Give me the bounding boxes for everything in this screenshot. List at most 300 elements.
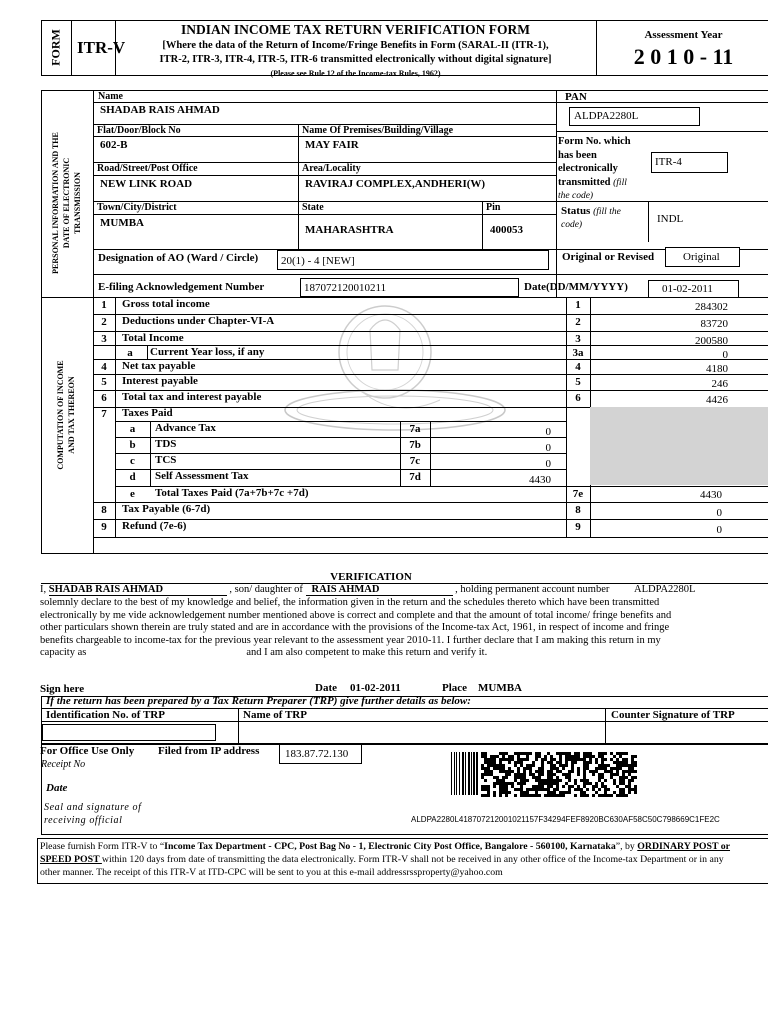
barcode-cell (604, 779, 607, 782)
barcode-cell (622, 794, 625, 797)
barcode-cell (595, 758, 598, 761)
barcode-cell (634, 755, 637, 758)
barcode-cell (580, 779, 583, 782)
barcode-cell (631, 755, 634, 758)
barcode-cell (529, 767, 532, 770)
barcode-cell (484, 779, 487, 782)
barcode-cell (568, 770, 571, 773)
barcode-cell (589, 782, 592, 785)
barcode-cell (538, 779, 541, 782)
barcode-cell (502, 788, 505, 791)
barcode-cell (571, 755, 574, 758)
barcode-cell (520, 764, 523, 767)
row-code: 3 (575, 333, 581, 345)
barcode-cell (514, 773, 517, 776)
barcode-cell (616, 773, 619, 776)
barcode-cell (574, 752, 577, 755)
barcode-cell (490, 761, 493, 764)
barcode-cell (616, 752, 619, 755)
barcode-cell (520, 758, 523, 761)
tax-no: c (130, 455, 135, 467)
barcode-cell (532, 764, 535, 767)
barcode-cell (601, 752, 604, 755)
place-label: Place (442, 682, 468, 694)
barcode-cell (568, 758, 571, 761)
seal-label: Seal and signature of receiving official (44, 802, 142, 826)
barcode-cell (508, 755, 511, 758)
barcode-cell (583, 785, 586, 788)
barcode-cell (574, 758, 577, 761)
barcode-cell (547, 761, 550, 764)
barcode-cell (499, 788, 502, 791)
barcode-cell (499, 770, 502, 773)
barcode-cell (601, 764, 604, 767)
barcode-cell (604, 794, 607, 797)
barcode-cell (535, 758, 538, 761)
barcode-cell (583, 794, 586, 797)
assessment-year: 2 0 1 0 - 11 (633, 44, 734, 69)
barcode-cell (553, 788, 556, 791)
barcode-cell (523, 767, 526, 770)
barcode-bar (468, 752, 470, 795)
barcode-cell (499, 758, 502, 761)
barcode-cell (487, 767, 490, 770)
row-value: 246 (711, 378, 728, 390)
barcode-cell (565, 755, 568, 758)
tax-code: 7c (409, 455, 421, 467)
barcode-cell (547, 785, 550, 788)
barcode-cell (586, 794, 589, 797)
barcode-cell (583, 761, 586, 764)
barcode-cell (523, 779, 526, 782)
barcode-cell (517, 776, 520, 779)
barcode-cell (505, 776, 508, 779)
barcode-cell (628, 779, 631, 782)
barcode-cell (541, 779, 544, 782)
barcode-cell (577, 773, 580, 776)
tax-code: 7d (409, 471, 421, 483)
barcode-cell (496, 782, 499, 785)
verification-title: VERIFICATION (330, 571, 412, 583)
row-line (93, 175, 556, 176)
barcode-cell (535, 755, 538, 758)
form-no-label: Form No. which has been electronically transmitted (fill the code) (558, 136, 631, 201)
orig-value: Original (683, 251, 720, 263)
row-label: Gross total income (122, 298, 210, 310)
row-value: 4426 (706, 394, 728, 406)
barcode-cell (511, 755, 514, 758)
barcode-cell (577, 788, 580, 791)
barcode-cell (628, 782, 631, 785)
barcode-cell (574, 779, 577, 782)
barcode-cell (520, 788, 523, 791)
barcode-cell (583, 767, 586, 770)
barcode-cell (484, 755, 487, 758)
row-code: 2 (575, 316, 581, 328)
ack-label: E-filing Acknowledgement Number (98, 281, 265, 293)
barcode-cell (568, 785, 571, 788)
barcode-cell (619, 782, 622, 785)
barcode-cell (622, 770, 625, 773)
barcode-cell (616, 785, 619, 788)
barcode-cell (529, 770, 532, 773)
barcode-cell (631, 779, 634, 782)
barcode-cell (628, 770, 631, 773)
barcode-cell (538, 785, 541, 788)
barcode-cell (583, 758, 586, 761)
sub-divider (147, 345, 148, 359)
barcode-cell (550, 758, 553, 761)
barcode-cell (535, 779, 538, 782)
row-label: Refund (7e-6) (122, 520, 187, 532)
barcode-cell (529, 788, 532, 791)
barcode-cell (484, 785, 487, 788)
row-no: 2 (101, 316, 107, 328)
ao-value: 20(1) - 4 [NEW] (281, 255, 355, 267)
barcode-cell (610, 758, 613, 761)
barcode-cell (502, 782, 505, 785)
barcode-cell (622, 776, 625, 779)
verification-date-label: Date (315, 682, 337, 694)
barcode-cell (598, 788, 601, 791)
barcode-cell (604, 785, 607, 788)
barcode-cell (541, 767, 544, 770)
barcode-cell (595, 770, 598, 773)
row-line (41, 721, 768, 722)
barcode-cell (487, 761, 490, 764)
barcode-cell (568, 773, 571, 776)
road-label: Road/Street/Post Office (97, 163, 198, 174)
ao-label: Designation of AO (Ward / Circle) (98, 252, 259, 264)
barcode-bar (459, 752, 460, 795)
row-label: Interest payable (122, 375, 198, 387)
barcode-cell (481, 773, 484, 776)
barcode-cell (517, 767, 520, 770)
barcode-cell (583, 776, 586, 779)
barcode-cell (520, 773, 523, 776)
barcode-cell (577, 758, 580, 761)
ack-value: 187072120010211 (304, 282, 387, 294)
no-column-divider (115, 297, 116, 537)
barcode-cell (544, 779, 547, 782)
row-value: 284302 (695, 301, 728, 313)
form-subtitle-1: [Where the data of the Return of Income/Fringe Benefits in Form (SARAL-II (ITR-1), (162, 40, 549, 51)
barcode-cell (514, 764, 517, 767)
barcode-cell (532, 794, 535, 797)
row-line (556, 131, 768, 132)
status-value: INDL (657, 213, 684, 225)
barcode-cell (592, 794, 595, 797)
barcode-cell (577, 767, 580, 770)
barcode-cell (505, 791, 508, 794)
barcode-cell (547, 794, 550, 797)
row-label: Tax Payable (6-7d) (122, 503, 211, 515)
barcode-cell (544, 788, 547, 791)
barcode-cell (490, 773, 493, 776)
barcode-cell (562, 791, 565, 794)
barcode-cell (580, 758, 583, 761)
tax-value: 0 (545, 458, 551, 470)
form-title: INDIAN INCOME TAX RETURN VERIFICATION FORM (181, 22, 530, 37)
barcode-cell (499, 764, 502, 767)
barcode-cell (631, 788, 634, 791)
barcode-cell (556, 779, 559, 782)
barcode-cell (538, 794, 541, 797)
barcode-cell (508, 782, 511, 785)
barcode-cell (538, 776, 541, 779)
barcode-cell (598, 776, 601, 779)
barcode-cell (487, 791, 490, 794)
barcode-cell (547, 752, 550, 755)
barcode-cell (541, 764, 544, 767)
barcode-cell (610, 752, 613, 755)
barcode-cell (607, 770, 610, 773)
row-value: 0 (716, 524, 722, 536)
barcode-cell (514, 779, 517, 782)
barcode-cell (625, 794, 628, 797)
barcode-cell (577, 770, 580, 773)
computation-section-label: COMPUTATION OF INCOME AND TAX THEREON (56, 360, 76, 470)
barcode-cell (616, 770, 619, 773)
barcode-cell (604, 791, 607, 794)
barcode-cell (622, 779, 625, 782)
barcode-cell (538, 755, 541, 758)
tax-value: 0 (545, 442, 551, 454)
barcode-cell (619, 767, 622, 770)
barcode-cell (502, 752, 505, 755)
tax-no: d (129, 471, 136, 483)
verification-date: 01-02-2011 (350, 682, 401, 694)
barcode-cell (493, 761, 496, 764)
barcode-cell (565, 758, 568, 761)
barcode-cell (610, 770, 613, 773)
office-use-label: For Office Use Only (40, 745, 135, 757)
barcode-cell (559, 761, 562, 764)
barcode-cell (601, 794, 604, 797)
barcode-cell (481, 788, 484, 791)
barcode-cell (502, 779, 505, 782)
pin-label: Pin (486, 202, 501, 213)
barcode-cell (484, 773, 487, 776)
tax-label: TCS (155, 454, 177, 466)
barcode-cell (541, 770, 544, 773)
barcode-cell (508, 767, 511, 770)
barcode-cell (493, 791, 496, 794)
barcode-cell (541, 785, 544, 788)
road-value: NEW LINK ROAD (100, 178, 193, 190)
barcode-cell (562, 752, 565, 755)
barcode-cell (559, 779, 562, 782)
form-label: FORM (48, 29, 63, 66)
barcode-cell (559, 791, 562, 794)
pan-value: ALDPA2280L (574, 110, 639, 122)
barcode-cell (487, 794, 490, 797)
barcode-cell (571, 758, 574, 761)
barcode-cell (589, 758, 592, 761)
barcode-cell (616, 761, 619, 764)
verification-line-1: I, SHADAB RAIS AHMAD , son/ daughter of RAIS AHMAD , holding permanent account number ALDPA2280L (40, 584, 696, 595)
trp-divider (238, 708, 239, 744)
barcode-cell (511, 770, 514, 773)
barcode-cell (538, 782, 541, 785)
status-divider (648, 201, 649, 242)
barcode-cell (613, 761, 616, 764)
barcode-cell (532, 773, 535, 776)
barcode-cell (559, 770, 562, 773)
barcode-cell (484, 794, 487, 797)
barcode-cell (523, 776, 526, 779)
barcode-cell (622, 758, 625, 761)
row-code: 3a (572, 347, 584, 359)
tax-value: 4430 (529, 474, 551, 486)
barcode-cell (514, 776, 517, 779)
trp-note: If the return has been prepared by a Tax Return Preparer (TRP) give further details as below: (46, 695, 471, 707)
barcode-cell (592, 785, 595, 788)
town-value: MUMBA (100, 217, 144, 229)
barcode-cell (505, 758, 508, 761)
barcode-cell (535, 776, 538, 779)
barcode-cell (514, 761, 517, 764)
barcode-cell (604, 758, 607, 761)
barcode-cell (622, 761, 625, 764)
barcode-cell (571, 785, 574, 788)
barcode-cell (550, 761, 553, 764)
barcode-cell (601, 761, 604, 764)
row-line (93, 537, 768, 538)
barcode-cell (496, 776, 499, 779)
barcode-cell (607, 764, 610, 767)
barcode-cell (535, 794, 538, 797)
barcode-cell (583, 779, 586, 782)
barcode-cell (538, 770, 541, 773)
barcode-cell (583, 755, 586, 758)
barcode-cell (523, 770, 526, 773)
barcode-cell (622, 752, 625, 755)
barcode-cell (496, 755, 499, 758)
barcode-cell (523, 791, 526, 794)
barcode-cell (562, 794, 565, 797)
father-name: RAIS AHMAD (306, 584, 453, 596)
barcode-cell (595, 785, 598, 788)
barcode-cell (619, 776, 622, 779)
barcode-cell (481, 755, 484, 758)
premises-value: MAY FAIR (305, 139, 359, 151)
barcode-cell (547, 782, 550, 785)
barcode-cell (580, 791, 583, 794)
barcode-cell (520, 782, 523, 785)
barcode-cell (523, 758, 526, 761)
row-code: 1 (575, 299, 581, 311)
barcode-cell (550, 794, 553, 797)
form-subtitle-2: ITR-2, ITR-3, ITR-4, ITR-5, ITR-6 transmitted electronically without digital signature] (159, 54, 552, 65)
barcode-cell (493, 794, 496, 797)
row-code: 4 (575, 361, 581, 373)
barcode-cell (586, 755, 589, 758)
barcode-cell (580, 788, 583, 791)
barcode-cell (565, 764, 568, 767)
trp-id-field[interactable] (42, 724, 216, 741)
tax-label: Self Assessment Tax (155, 470, 249, 482)
barcode-cell (514, 752, 517, 755)
area-label: Area/Locality (302, 163, 361, 174)
tax-value: 0 (545, 426, 551, 438)
barcode-cell (556, 767, 559, 770)
barcode-cell (571, 761, 574, 764)
barcode-cell (565, 773, 568, 776)
barcode-bar (454, 752, 455, 795)
barcode-cell (505, 788, 508, 791)
name-label: Name (98, 91, 123, 102)
barcode-cell (487, 788, 490, 791)
row-line (93, 519, 768, 520)
barcode-cell (595, 761, 598, 764)
row-value: 0 (722, 349, 728, 361)
barcode-cell (496, 767, 499, 770)
barcode-cell (505, 752, 508, 755)
ip-value: 183.87.72.130 (285, 748, 349, 760)
row-code: 5 (575, 376, 581, 388)
barcode-cell (553, 794, 556, 797)
barcode-cell (559, 752, 562, 755)
barcode-cell (556, 761, 559, 764)
barcode-cell (481, 794, 484, 797)
barcode-cell (502, 755, 505, 758)
barcode-cell (592, 755, 595, 758)
barcode-cell (520, 752, 523, 755)
row-value: 83720 (700, 318, 728, 330)
barcode-cell (481, 785, 484, 788)
barcode-cell (481, 776, 484, 779)
barcode-cell (550, 785, 553, 788)
verifier-name: SHADAB RAIS AHMAD (49, 584, 227, 596)
barcode-bar (465, 752, 466, 795)
barcode-cell (634, 770, 637, 773)
state-value: MAHARASHTRA (305, 224, 394, 236)
barcode-cell (601, 773, 604, 776)
barcode-cell (625, 761, 628, 764)
tax-label: TDS (155, 438, 177, 450)
barcode-cell (565, 752, 568, 755)
barcode-cell (598, 764, 601, 767)
barcode-cell (526, 755, 529, 758)
row-no: 1 (101, 299, 107, 311)
barcode-cell (538, 767, 541, 770)
taxes-paid-no: 7 (101, 408, 107, 420)
barcode-bar (473, 752, 475, 795)
barcode-cell (556, 785, 559, 788)
barcode-cell (523, 794, 526, 797)
barcode-cell (598, 773, 601, 776)
barcode-cell (610, 767, 613, 770)
barcode-cell (604, 770, 607, 773)
barcode-cell (520, 761, 523, 764)
barcode-cell (520, 776, 523, 779)
barcode-cell (592, 773, 595, 776)
barcode-cell (532, 761, 535, 764)
barcode-cell (547, 788, 550, 791)
barcode-cell (613, 791, 616, 794)
barcode-cell (622, 782, 625, 785)
barcode-cell (499, 779, 502, 782)
flat-label: Flat/Door/Block No (97, 125, 181, 136)
row-no: 4 (101, 361, 107, 373)
barcode-cell (607, 788, 610, 791)
barcode-cell (496, 779, 499, 782)
barcode-cell (559, 794, 562, 797)
state-label: State (302, 202, 324, 213)
tax-code: 7a (409, 423, 421, 435)
barcode-cell (577, 752, 580, 755)
